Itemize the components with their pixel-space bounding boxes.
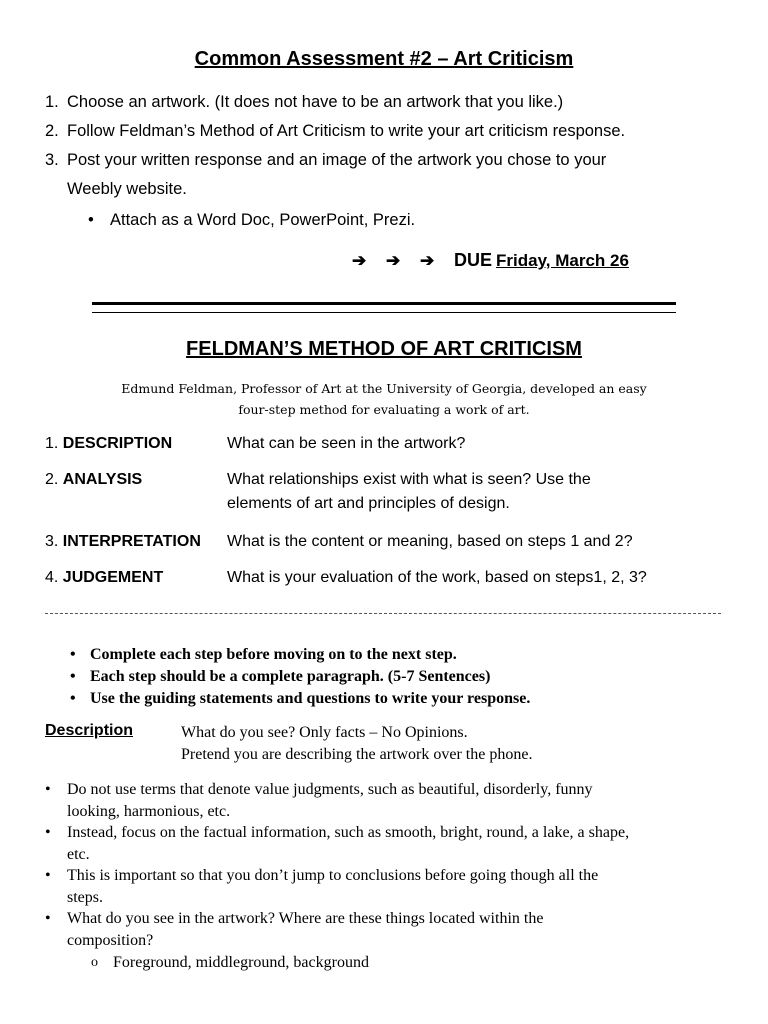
bullet-icon: • xyxy=(45,910,51,927)
step-name: ANALYSIS xyxy=(62,471,143,488)
guideline-text: Use the guiding statements and questions to write your response. xyxy=(90,690,531,707)
step-label xyxy=(45,566,163,590)
bullet-line: Do not use terms that denote value judgments, such as beautiful, disorderly, funny xyxy=(67,781,593,798)
bullet-line: composition? xyxy=(67,932,154,949)
due-label: DUE xyxy=(454,250,493,270)
instruction-number: 3. xyxy=(45,151,59,169)
bullet-icon: • xyxy=(45,867,51,884)
instruction-text: Post your written response and an image of the artwork you chose to your xyxy=(67,151,607,169)
bullet-icon: • xyxy=(45,824,51,841)
due-date: Friday, March 26 xyxy=(496,251,629,270)
instruction-item xyxy=(45,88,735,117)
page-title: Common Assessment #2 – Art Criticism xyxy=(194,48,574,70)
bullet-line: looking, harmonious, etc. xyxy=(67,803,231,820)
arrow-right-icon: ➔ xyxy=(352,251,367,270)
step-label xyxy=(45,432,172,456)
step-name: DESCRIPTION xyxy=(62,435,173,452)
bullet-icon: • xyxy=(70,690,76,707)
bullet-line: Instead, focus on the factual information, such as smooth, bright, round, a lake, a shape, xyxy=(67,824,630,841)
step-number: 4. xyxy=(45,569,59,586)
bullet-text xyxy=(67,779,737,823)
circle-bullet-icon: o xyxy=(91,955,98,970)
arrow-right-icon: ➔ xyxy=(420,251,435,270)
instruction-continuation: Weebly website. xyxy=(67,180,187,198)
bullet-text xyxy=(67,822,737,866)
instruction-item xyxy=(45,146,735,175)
description-line: Pretend you are describing the artwork over the phone. xyxy=(181,746,533,763)
sub-bullet-text: Attach as a Word Doc, PowerPoint, Prezi. xyxy=(110,211,416,229)
bullet-line: What do you see in the artwork? Where are these things located within the xyxy=(67,910,544,927)
arrow-right-icon: ➔ xyxy=(386,251,401,270)
step-question: What is your evaluation of the work, based on steps1, 2, 3? xyxy=(227,569,647,586)
instruction-sub-bullet xyxy=(88,206,768,235)
bullet-line: etc. xyxy=(67,846,90,863)
step-number: 3. xyxy=(45,533,59,550)
step-question-line: What relationships exist with what is seen? Use the xyxy=(227,471,591,488)
guideline-text: Complete each step before moving on to the next step. xyxy=(90,646,457,663)
step-number: 2. xyxy=(45,471,59,488)
guideline-text: Each step should be a complete paragraph. (5-7 Sentences) xyxy=(90,668,491,685)
instruction-text: Choose an artwork. (It does not have to be an artwork that you like.) xyxy=(67,93,564,111)
step-question xyxy=(227,468,727,516)
bullet-icon: • xyxy=(70,646,76,663)
bullet-line: steps. xyxy=(67,889,103,906)
step-name: INTERPRETATION xyxy=(62,533,201,550)
instruction-number: 2. xyxy=(45,122,59,140)
bullet-icon: • xyxy=(88,211,94,229)
step-number: 1. xyxy=(45,435,59,452)
bullet-text xyxy=(67,865,737,909)
instruction-number: 1. xyxy=(45,93,59,111)
bullet-line: This is important so that you don’t jump to conclusions before going though all the xyxy=(67,867,599,884)
dashed-divider xyxy=(45,613,721,614)
intro-line: four-step method for evaluating a work of art. xyxy=(238,402,530,417)
instruction-text: Follow Feldman’s Method of Art Criticism to write your art criticism response. xyxy=(67,122,626,140)
step-question: What can be seen in the artwork? xyxy=(227,435,466,452)
intro-line: Edmund Feldman, Professor of Art at the University of Georgia, developed an easy xyxy=(121,381,647,396)
bullet-icon: • xyxy=(70,668,76,685)
step-question: What is the content or meaning, based on steps 1 and 2? xyxy=(227,533,633,550)
step-label xyxy=(45,468,142,492)
description-line: What do you see? Only facts – No Opinions. xyxy=(181,724,468,741)
bullet-icon: • xyxy=(45,781,51,798)
method-intro xyxy=(100,378,668,420)
divider-thin xyxy=(92,312,676,313)
method-title: FELDMAN’S METHOD OF ART CRITICISM xyxy=(186,338,582,360)
bullet-text xyxy=(67,908,737,952)
instruction-item xyxy=(45,117,735,146)
step-question-line: elements of art and principles of design. xyxy=(227,495,510,512)
step-label xyxy=(45,530,201,554)
description-heading: Description xyxy=(45,722,134,739)
divider-thick xyxy=(92,302,676,305)
step-name: JUDGEMENT xyxy=(62,569,164,586)
sub-bullet-text: Foreground, middleground, background xyxy=(113,954,369,971)
due-line xyxy=(352,250,629,271)
